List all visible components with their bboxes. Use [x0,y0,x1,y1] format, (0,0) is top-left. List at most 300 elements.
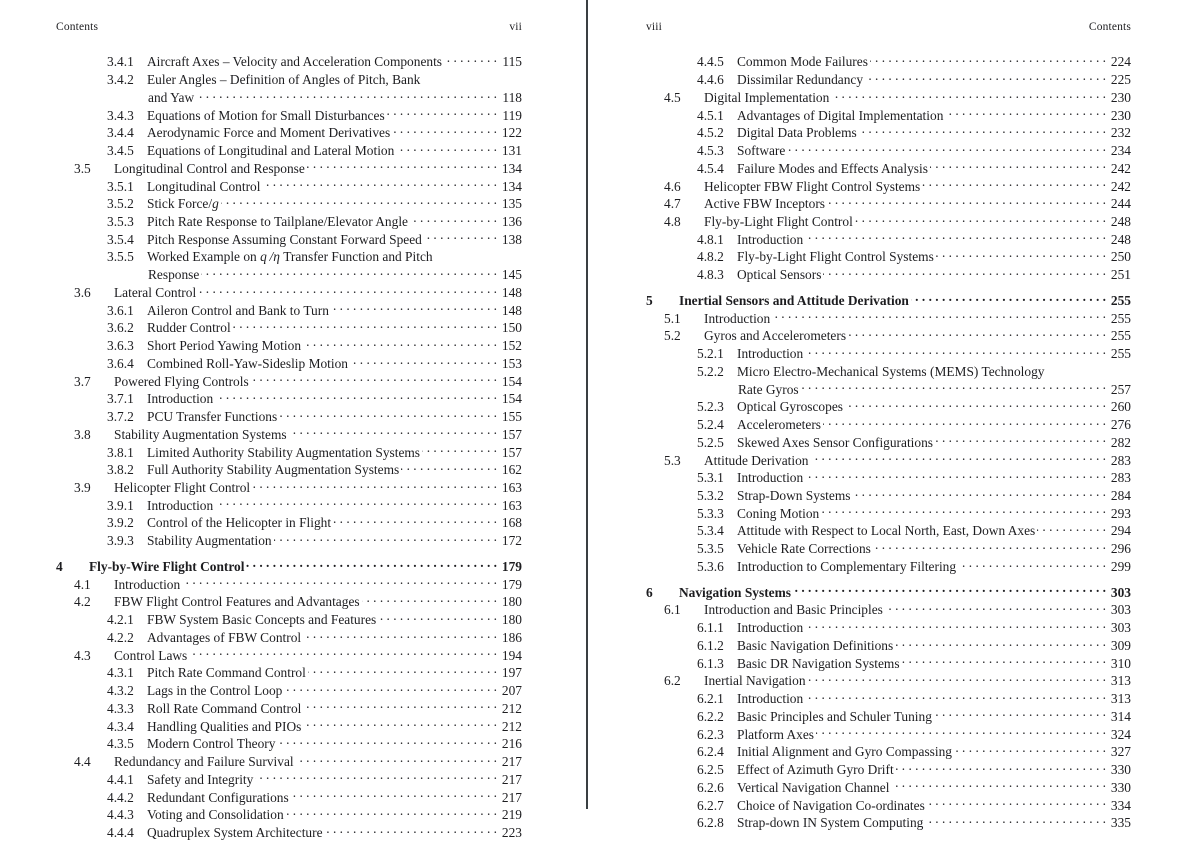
toc-entry-number: 6.2.5 [697,762,724,778]
toc-entry-number: 3.6.4 [107,355,134,371]
toc-page-number: 313 [1110,673,1131,689]
toc-entry-number: 4.4.5 [697,54,724,70]
toc-entry-title: Introduction and Basic Principles [704,602,883,618]
toc-entry-title: Dissimilar Redundancy [737,72,864,88]
toc-dot-leader [811,451,1107,464]
toc-dot-leader [805,469,1106,482]
toc-entry-title: Lateral Control [114,284,197,300]
toc-dot-leader [927,796,1106,809]
toc-entry-continuation[interactable] [646,380,1131,398]
toc-entry-title: Basic Principles and Schuler Tuning [737,708,932,724]
toc-entry[interactable] [646,398,1131,416]
toc-dot-leader [435,248,497,261]
toc-entry-title: Longitudinal Control and Response [114,160,305,176]
toc-entry-number: 4.3 [74,647,91,663]
toc-page-number: 162 [501,462,522,478]
toc-entry[interactable] [56,682,522,700]
toc-page-number: 172 [501,533,522,549]
toc-entry[interactable] [56,788,522,806]
toc-page-number: 248 [1110,231,1131,247]
toc-entry[interactable] [56,824,522,841]
toc-dot-leader [215,390,497,403]
toc-entry-number: 5 [646,292,653,308]
toc-entry[interactable] [56,575,522,593]
toc-entry[interactable] [646,690,1131,708]
toc-entry-number: 4.8.3 [697,267,724,283]
toc-entry-title: Roll Rate Command Control [147,700,302,716]
toc-entry-title: Introduction [704,310,771,326]
toc-entry-title: Navigation Systems [679,584,791,600]
toc-entry[interactable] [646,292,1131,310]
toc-dot-leader [401,461,497,474]
toc-entry-title: Helicopter Flight Control [114,480,251,496]
toc-entry[interactable] [56,177,522,195]
toc-entry-number: 3.5 [74,160,91,176]
toc-entry-number: 4.5.4 [697,160,724,176]
toc-entry[interactable] [56,301,522,319]
toc-page-number: 330 [1110,762,1131,778]
toc-entry-title: Software [737,143,786,159]
toc-entry[interactable] [646,88,1131,106]
toc-entry[interactable] [56,717,522,735]
toc-entry[interactable] [56,390,522,408]
toc-entry-title: PCU Transfer Functions [147,409,278,425]
toc-page-number: 219 [501,807,522,823]
toc-entry[interactable] [646,778,1131,796]
toc-entry-title: Vertical Navigation Channel [737,779,890,795]
toc-page-number: 251 [1110,267,1131,283]
toc-dot-leader [182,575,497,588]
toc-entry[interactable] [56,195,522,213]
toc-entry[interactable] [56,514,522,532]
toc-entry-number: 3.4.2 [107,72,134,88]
toc-entry-continuation[interactable] [56,88,522,106]
toc-entry[interactable] [646,309,1131,327]
toc-page-number: 296 [1110,541,1131,557]
toc-entry[interactable] [56,753,522,771]
toc-entry[interactable] [646,345,1131,363]
toc-entry[interactable] [646,761,1131,779]
toc-entry[interactable] [56,337,522,355]
toc-page-number: 335 [1110,815,1131,831]
toc-page-number: 136 [501,214,522,229]
toc-entry[interactable] [646,451,1131,469]
toc-entry-title: Quadruplex System Architecture [147,824,323,840]
toc-entry[interactable] [646,362,1131,380]
toc-page-number: 207 [501,683,522,699]
toc-entry-title: Introduction [737,231,804,247]
toc-entry-number: 6.1.1 [697,620,724,636]
toc-entry[interactable] [646,433,1131,451]
toc-entry-title: Active FBW Inceptors [704,196,825,212]
toc-dot-leader [805,230,1106,243]
toc-entry-number: 3.7.2 [107,409,134,425]
toc-page-number: 157 [501,444,522,460]
toc-entry[interactable] [56,735,522,753]
toc-entry-number: 5.3.2 [697,488,724,504]
toc-dot-leader [333,514,497,527]
toc-page-number: 224 [1110,54,1131,70]
toc-entry-title: Failure Modes and Effects Analysis [737,160,928,176]
toc-entry-title: Optical Sensors [737,267,822,283]
toc-entry-title: Control Laws [114,647,188,663]
toc-entry[interactable] [646,619,1131,637]
toc-page-number: 163 [501,480,522,496]
toc-entry[interactable] [56,443,522,461]
toc-entry-number: 4.5.1 [697,107,724,123]
toc-entry-number: 3.4.4 [107,125,134,141]
toc-page-number: 179 [501,558,522,574]
toc-entry[interactable] [56,354,522,372]
toc-page-number: 155 [501,409,522,425]
toc-entry-number: 6.1.2 [697,637,724,653]
toc-dot-leader [870,53,1106,66]
toc-dot-leader [845,398,1106,411]
toc-page-number: 212 [501,700,522,716]
page-right [586,0,1178,831]
toc-entry[interactable] [646,654,1131,672]
toc-entry[interactable] [56,106,522,124]
toc-entry-title: Introduction [737,346,804,362]
toc-dot-leader [291,788,497,801]
toc-entry[interactable] [56,142,522,160]
toc-entry[interactable] [56,532,522,550]
toc-entry[interactable] [646,522,1131,540]
toc-entry-title: Advantages of FBW Control [147,629,302,645]
toc-entry[interactable] [56,496,522,514]
toc-page-number: 157 [501,426,522,442]
running-head-left [56,0,522,37]
toc-page-number: 115 [502,54,522,70]
toc-entry[interactable] [56,372,522,390]
toc-list-right [646,53,1131,832]
toc-entry[interactable] [56,230,522,248]
toc-page-number: 244 [1110,196,1131,212]
toc-entry-number: 5.2 [664,328,681,344]
toc-page-number: 163 [501,497,522,513]
toc-dot-leader [852,487,1106,500]
toc-dot-leader [801,380,1106,393]
toc-entry-title: Inertial Navigation [704,673,806,689]
toc-entry-title: Lags in the Control Loop [147,683,283,699]
toc-entry[interactable] [646,743,1131,761]
toc-dot-leader [848,327,1106,340]
toc-entry-number: 4.2.2 [107,629,134,645]
toc-entry-number: 6.2.8 [697,815,724,831]
toc-entry[interactable] [646,213,1131,231]
toc-entry-number: 5.2.1 [697,346,724,362]
toc-entry[interactable] [646,266,1131,284]
toc-page-number: 334 [1110,797,1131,813]
toc-entry-title: Platform Axes [737,726,814,742]
toc-entry-number: 5.3.4 [697,523,724,539]
toc-page-number: 180 [501,594,522,610]
toc-dot-leader [255,770,497,783]
toc-entry-number: 3.4.5 [107,143,134,159]
toc-entry[interactable] [646,71,1131,89]
toc-dot-leader [936,248,1106,261]
toc-page-number: 138 [501,231,522,247]
toc-entry[interactable] [646,248,1131,266]
toc-entry[interactable] [646,124,1131,142]
toc-entry[interactable] [56,664,522,682]
toc-page-number: 194 [501,647,522,663]
toc-entry-title: Pitch Rate Command Control [147,665,306,681]
toc-entry[interactable] [646,725,1131,743]
toc-dot-leader [444,53,497,66]
toc-entry[interactable] [56,461,522,479]
toc-entry-title: Attitude Derivation [704,452,809,468]
toc-entry-number: 3.6.1 [107,302,134,318]
toc-page-number: 303 [1110,620,1131,636]
toc-entry-number: 4.4 [74,754,91,770]
toc-entry[interactable] [646,583,1131,601]
toc-entry[interactable] [56,319,522,337]
toc-dot-leader [198,284,497,297]
toc-dot-leader [274,532,497,545]
toc-entry-title: Skewed Axes Sensor Configurations [737,434,934,450]
toc-entry-title: Aileron Control and Bank to Turn [147,302,329,318]
toc-page-number: 148 [501,302,522,318]
toc-entry[interactable] [646,53,1131,71]
toc-entry-title-continued: Rate Gyros [738,381,799,397]
toc-entry-number: 6.1 [664,602,681,618]
toc-entry-title: Redundant Configurations [147,789,289,805]
toc-dot-leader [387,106,497,119]
toc-dot-leader [396,142,497,155]
toc-dot-leader [303,337,497,350]
toc-entry-number: 6.2.1 [697,691,724,707]
toc-entry-number: 3.5.4 [107,231,134,247]
toc-entry-number: 3.5.1 [107,178,134,194]
toc-dot-leader [827,195,1106,208]
toc-dot-leader [805,619,1106,632]
toc-dot-leader [289,425,497,438]
toc-dot-leader [772,309,1106,322]
toc-entry-number: 5.3.3 [697,505,724,521]
toc-page-number: 330 [1110,779,1131,795]
page-left [0,0,586,840]
toc-entry[interactable] [646,159,1131,177]
toc-entry[interactable] [56,479,522,497]
toc-entry-number: 4.4.2 [107,789,134,805]
toc-entry-title: Introduction [147,497,214,513]
toc-dot-leader [885,601,1106,614]
toc-dot-leader [925,814,1106,827]
toc-entry[interactable] [56,770,522,788]
toc-entry[interactable] [646,327,1131,345]
toc-entry[interactable] [56,159,522,177]
toc-entry-number: 5.2.3 [697,399,724,415]
toc-entry-title: Accelerometers [737,417,822,433]
toc-dot-leader [805,690,1106,703]
toc-entry-number: 4.2 [74,594,91,610]
toc-entry-title: Full Authority Stability Augmentation Systems [147,462,400,478]
toc-entry-title: Fly-by-Light Flight Control Systems [737,249,934,265]
toc-dot-leader [922,177,1106,190]
toc-page-number: 327 [1110,744,1131,760]
toc-entry[interactable] [646,195,1131,213]
toc-page-number: 310 [1110,655,1131,671]
toc-dot-leader [233,319,497,332]
toc-dot-leader [1037,522,1106,535]
toc-entry-title: Strap-down IN System Computing [737,815,924,831]
toc-page-number: 260 [1110,399,1131,415]
running-head-right [646,0,1131,37]
toc-page-number: 250 [1110,249,1131,265]
toc-entry[interactable] [646,416,1131,434]
toc-entry[interactable] [56,408,522,426]
toc-entry-number: 6.2 [664,673,681,689]
toc-entry-number: 4.4.6 [697,72,724,88]
toc-entry[interactable] [646,487,1131,505]
toc-entry-title: Short Period Yawing Motion [147,338,302,354]
toc-page-number: 232 [1110,125,1131,141]
toc-entry[interactable] [646,672,1131,690]
toc-entry-title: Advantages of Digital Implementation [737,107,944,123]
toc-entry[interactable] [56,124,522,142]
toc-entry-title: Equations of Motion for Small Disturbances [147,107,385,123]
toc-entry[interactable] [56,248,522,266]
toc-list-left [56,53,522,841]
toc-entry-number: 4.4.3 [107,807,134,823]
toc-entry-number: 3.6 [74,284,91,300]
toc-entry[interactable] [646,504,1131,522]
toc-entry-title: Powered Flying Controls [114,373,249,389]
toc-entry[interactable] [56,558,522,576]
toc-entry-number: 4.5 [664,89,681,105]
toc-entry[interactable] [56,629,522,647]
toc-entry[interactable] [646,796,1131,814]
toc-entry-title: Aerodynamic Force and Moment Derivatives [147,125,391,141]
toc-entry-number: 4.4.4 [107,824,134,840]
toc-entry-title: Equations of Longitudinal and Lateral Motion [147,143,395,159]
toc-entry-number: 4.3.5 [107,736,134,752]
toc-entry[interactable] [646,707,1131,725]
toc-entry-title-continued: and Yaw [148,89,195,105]
toc-entry-number: 4.3.4 [107,718,134,734]
toc-entry-title: Introduction to Complementary Filtering [737,558,957,574]
toc-dot-leader [424,230,497,243]
toc-entry-title: Fly-by-Wire Flight Control [89,558,245,574]
toc-page-number: 134 [501,178,522,194]
toc-page-number: 154 [501,391,522,407]
toc-entry[interactable] [646,814,1131,832]
toc-entry-number: 5.2.5 [697,434,724,450]
toc-entry-title: Worked Example on q /η Transfer Function and Pitch [147,249,433,265]
toc-page-number: 313 [1110,691,1131,707]
toc-entry-title: Stability Augmentation [147,533,272,549]
toc-entry-title: Control of the Helicopter in Flight [147,515,332,531]
toc-entry-title: Pitch Response Assuming Constant Forward Speed [147,231,422,247]
toc-entry-number: 5.2.4 [697,417,724,433]
toc-dot-leader [362,593,497,606]
toc-entry[interactable] [646,601,1131,619]
toc-entry[interactable] [646,106,1131,124]
toc-dot-leader [284,682,497,695]
toc-entry-number: 4.4.1 [107,771,134,787]
toc-entry[interactable] [56,213,522,231]
toc-page-number: 212 [501,718,522,734]
toc-page-number: 234 [1110,143,1131,159]
toc-page-number: 314 [1110,708,1131,724]
toc-dot-leader [855,213,1106,226]
toc-page-number: 255 [1110,292,1131,308]
toc-dot-leader [286,806,497,819]
toc-entry[interactable] [646,558,1131,576]
toc-dot-leader [262,177,497,190]
toc-entry-number: 6.1.3 [697,655,724,671]
toc-entry-number: 4.3.2 [107,683,134,699]
toc-page-number: 145 [501,267,522,283]
toc-entry-continuation[interactable] [56,266,522,284]
toc-page-number: 255 [1110,310,1131,326]
running-head-title: Contents [1088,21,1131,33]
toc-entry[interactable] [646,637,1131,655]
toc-entry-number: 5.1 [664,310,681,326]
toc-entry-number: 3.6.2 [107,320,134,336]
toc-page-number: 294 [1110,523,1131,539]
toc-dot-leader [831,88,1106,101]
toc-entry-title: Digital Implementation [704,89,830,105]
toc-entry-title: Common Mode Failures [737,54,868,70]
toc-entry-number: 4 [56,558,63,574]
toc-dot-leader [934,707,1106,720]
toc-dot-leader [823,416,1106,429]
toc-entry-title: Longitudinal Control [147,178,261,194]
toc-dot-leader [805,345,1106,358]
toc-entry[interactable] [646,177,1131,195]
toc-page-number: 299 [1110,558,1131,574]
toc-dot-leader [816,725,1106,738]
toc-dot-leader [911,292,1106,305]
toc-dot-leader [201,266,497,279]
page-number-folio: vii [509,21,522,33]
toc-entry[interactable] [56,593,522,611]
toc-entry[interactable] [646,540,1131,558]
toc-dot-leader [793,583,1106,596]
toc-entry-title: Introduction [114,576,181,592]
toc-dot-leader [422,443,497,456]
toc-entry[interactable] [56,71,522,89]
toc-page-number: 152 [501,338,522,354]
toc-entry-title: Attitude with Respect to Local North, East, Down Axes [737,523,1036,539]
toc-entry[interactable] [56,425,522,443]
toc-entry[interactable] [646,469,1131,487]
toc-dot-leader [823,266,1106,279]
toc-entry[interactable] [646,230,1131,248]
toc-entry-title: FBW System Basic Concepts and Features [147,612,377,628]
toc-entry[interactable] [646,142,1131,160]
toc-dot-leader [378,611,497,624]
toc-entry-number: 3.5.3 [107,214,134,229]
toc-entry[interactable] [56,284,522,302]
toc-entry[interactable] [56,699,522,717]
toc-dot-leader [930,159,1106,172]
toc-dot-leader [422,71,497,84]
toc-entry-number: 3.8.2 [107,462,134,478]
toc-entry-number: 5.3.6 [697,558,724,574]
toc-entry-number: 3.8 [74,426,91,442]
toc-entry[interactable] [56,646,522,664]
toc-entry[interactable] [56,53,522,71]
toc-entry-title: Inertial Sensors and Attitude Derivation [679,292,909,308]
toc-page-number: 309 [1110,637,1131,653]
toc-page-number: 179 [501,576,522,592]
toc-entry-number: 6.2.4 [697,744,724,760]
toc-entry[interactable] [56,611,522,629]
toc-dot-leader [954,743,1106,756]
